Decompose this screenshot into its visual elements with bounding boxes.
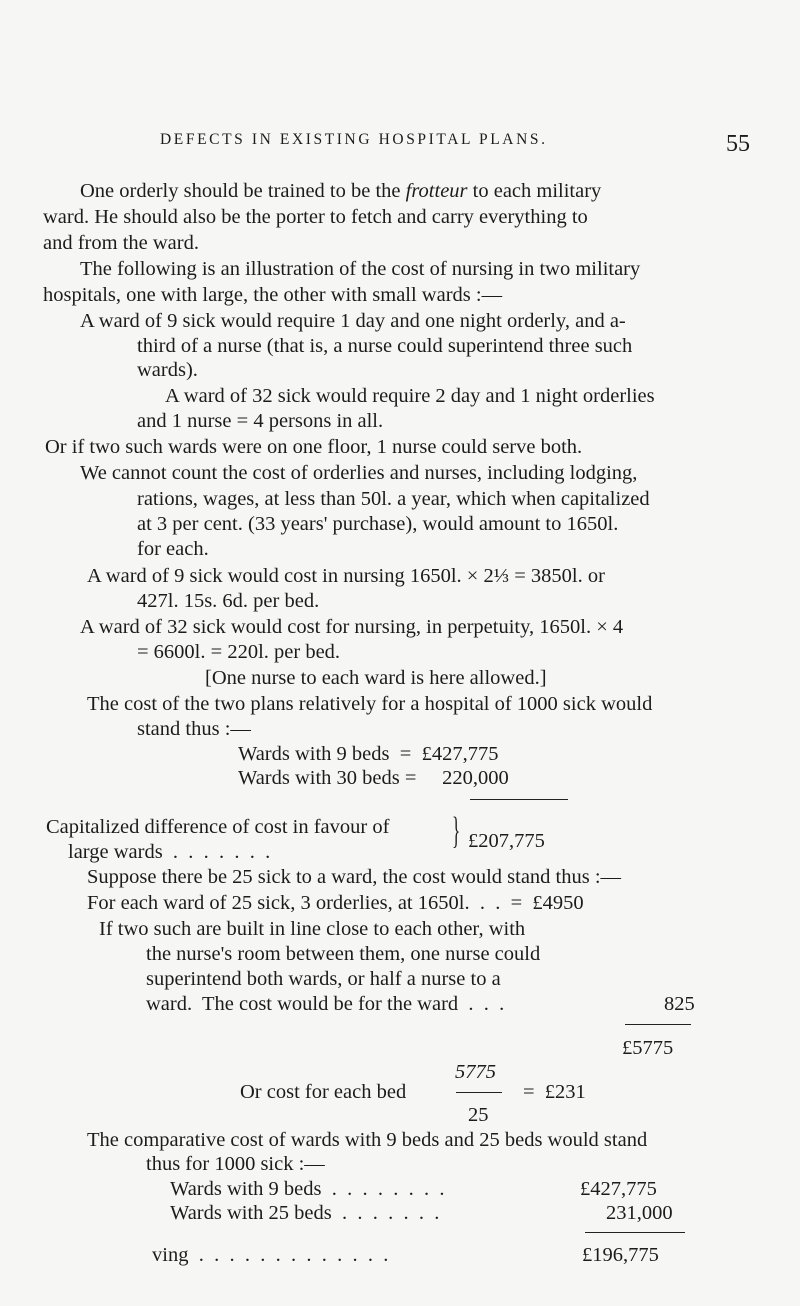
text-line: For each ward of 25 sick, 3 orderlies, at 1650l. . . = £4950 xyxy=(87,892,584,914)
running-header: DEFECTS IN EXISTING HOSPITAL PLANS. xyxy=(160,131,548,148)
table-row: Wards with 25 beds . . . . . . . xyxy=(170,1202,440,1224)
text-line: 427l. 15s. 6d. per bed. xyxy=(137,590,320,612)
sum-rule xyxy=(470,799,568,800)
table-value: £427,775 xyxy=(580,1178,657,1200)
fraction-bar xyxy=(456,1092,502,1093)
text-line: [One nurse to each ward is here allowed.] xyxy=(205,667,547,689)
fraction-denominator: 25 xyxy=(468,1104,489,1126)
text-line: wards). xyxy=(137,359,198,381)
text-line: thus for 1000 sick :— xyxy=(146,1153,325,1175)
page-number: 55 xyxy=(726,131,750,157)
table-value: £196,775 xyxy=(582,1244,659,1266)
text-line: and 1 nurse = 4 persons in all. xyxy=(137,410,384,432)
fraction-numerator: 5775 xyxy=(455,1061,496,1083)
text-line: One orderly should be trained to be the frotteur to each military xyxy=(80,180,602,202)
text-line: ward. He should also be the porter to fetch and carry everything to xyxy=(43,206,588,228)
total-value: 825 xyxy=(664,993,695,1015)
total-value: = £231 xyxy=(523,1081,586,1103)
text-line: The following is an illustration of the cost of nursing in two military xyxy=(80,258,641,280)
text-line: for each. xyxy=(137,538,209,560)
text-line: A ward of 32 sick would cost for nursing, in perpetuity, 1650l. × 4 xyxy=(80,616,624,638)
text-line: third of a nurse (that is, a nurse could superintend three such xyxy=(137,335,633,357)
text-line: The cost of the two plans relatively for a hospital of 1000 sick would xyxy=(87,693,653,715)
table-row: Wards with 9 beds = £427,775 xyxy=(238,743,499,765)
text-line: Capitalized difference of cost in favour of xyxy=(46,816,390,838)
brace-icon: } xyxy=(452,810,461,852)
text-line: A ward of 9 sick would require 1 day and one night orderly, and a- xyxy=(80,310,626,332)
text-line: = 6600l. = 220l. per bed. xyxy=(137,641,341,663)
table-row: Wards with 9 beds . . . . . . . . xyxy=(170,1178,445,1200)
text-line: rations, wages, at less than 50l. a year, which when capitalized xyxy=(137,488,650,510)
text-line: and from the ward. xyxy=(43,232,199,254)
sum-rule xyxy=(585,1232,685,1233)
text-line: Or cost for each bed xyxy=(240,1081,407,1103)
text-line: Suppose there be 25 sick to a ward, the cost would stand thus :— xyxy=(87,866,622,888)
text-line: large wards . . . . . . . xyxy=(68,841,271,863)
table-value: 231,000 xyxy=(606,1202,673,1224)
text-line: A ward of 32 sick would require 2 day and 1 night orderlies xyxy=(165,385,655,407)
text-line: the nurse's room between them, one nurse could xyxy=(146,943,541,965)
table-row: ving . . . . . . . . . . . . . xyxy=(152,1244,389,1266)
text-line: A ward of 9 sick would cost in nursing 1650l. × 2⅓ = 3850l. or xyxy=(87,565,605,587)
text-line: hospitals, one with large, the other with small wards :— xyxy=(43,284,503,306)
text-line: Or if two such wards were on one floor, 1 nurse could serve both. xyxy=(45,436,583,458)
text-line: superintend both wards, or half a nurse to a xyxy=(146,968,501,990)
text-line: We cannot count the cost of orderlies and nurses, including lodging, xyxy=(80,462,638,484)
text-line: The comparative cost of wards with 9 beds and 25 beds would stand xyxy=(87,1129,648,1151)
text-line: ward. The cost would be for the ward . . . xyxy=(146,993,505,1015)
text-line: at 3 per cent. (33 years' purchase), would amount to 1650l. xyxy=(137,513,619,535)
total-value: £5775 xyxy=(622,1037,674,1059)
sum-rule xyxy=(625,1024,691,1025)
total-value: £207,775 xyxy=(468,830,545,852)
text-line: If two such are built in line close to each other, with xyxy=(99,918,526,940)
table-row: Wards with 30 beds = 220,000 xyxy=(238,767,509,789)
text-line: stand thus :— xyxy=(137,718,251,740)
